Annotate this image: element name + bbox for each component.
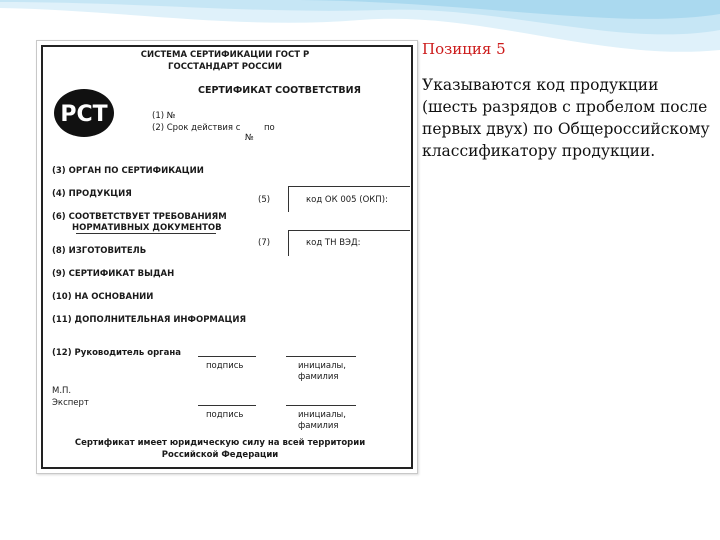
field-5-box-line	[288, 186, 289, 212]
sig1-line	[198, 356, 256, 357]
field-2-no: №	[245, 133, 254, 143]
sig1-label: подпись	[206, 361, 244, 371]
field-7-top-line	[288, 230, 410, 231]
svg-text:PCT: PCT	[60, 102, 108, 127]
field-1-number: (1) №	[152, 111, 176, 121]
field-6-line1: (6) СООТВЕТСТВУЕТ ТРЕБОВАНИЯМ	[52, 212, 227, 222]
field-2-to: по	[264, 123, 275, 133]
initials2-label-1: инициалы,	[298, 410, 346, 420]
expert-label: Эксперт	[52, 398, 89, 408]
cert-footer-line1: Сертификат имеет юридическую силу на всей территории	[74, 438, 366, 448]
field-8-manufacturer: (8) ИЗГОТОВИТЕЛЬ	[52, 246, 147, 256]
rst-logo-icon	[52, 88, 122, 138]
initials1-label-2: фамилия	[298, 372, 339, 382]
field-11-additional-info: (11) ДОПОЛНИТЕЛЬНАЯ ИНФОРМАЦИЯ	[52, 315, 247, 325]
field-9-issued-to: (9) СЕРТИФИКАТ ВЫДАН	[52, 269, 175, 279]
field-5-label: (5)	[258, 195, 271, 205]
field-7-box-line	[288, 230, 289, 256]
cert-header-line2: ГОССТАНДАРТ РОССИИ	[168, 62, 282, 72]
explanation-panel	[422, 40, 712, 162]
cert-header-line1: СИСТЕМА СЕРТИФИКАЦИИ ГОСТ Р	[140, 50, 310, 60]
field-6-underline	[76, 233, 216, 234]
position-description: Указываются код продукции (шесть разрядов с пробелом после первых двух) по Общероссийскому классификатору продукции.	[422, 76, 710, 160]
field-3-cert-body: (3) ОРГАН ПО СЕРТИФИКАЦИИ	[52, 166, 204, 176]
cert-footer-line2: Российской Федерации	[161, 450, 279, 460]
field-5-okp-code: код ОК 005 (ОКП):	[306, 195, 388, 205]
field-5-top-line	[288, 186, 410, 187]
field-7-label: (7)	[258, 238, 271, 248]
sig2-label: подпись	[206, 410, 244, 420]
field-4-product: (4) ПРОДУКЦИЯ	[52, 189, 132, 199]
stamp-label: М.П.	[52, 386, 72, 396]
sig2-line	[198, 405, 256, 406]
cert-title: СЕРТИФИКАТ СООТВЕТСТВИЯ	[198, 85, 361, 96]
field-2-validity: (2) Срок действия с	[152, 123, 241, 133]
initials1-label-1: инициалы,	[298, 361, 346, 371]
initials1-line	[286, 356, 356, 357]
position-label: Позиция 5	[422, 40, 506, 58]
field-6-line2: НОРМАТИВНЫХ ДОКУМЕНТОВ	[72, 223, 222, 233]
initials2-label-2: фамилия	[298, 421, 339, 431]
field-12-head: (12) Руководитель органа	[52, 348, 181, 358]
initials2-line	[286, 405, 356, 406]
field-10-basis: (10) НА ОСНОВАНИИ	[52, 292, 154, 302]
field-7-tnved-code: код ТН ВЭД:	[306, 238, 361, 248]
